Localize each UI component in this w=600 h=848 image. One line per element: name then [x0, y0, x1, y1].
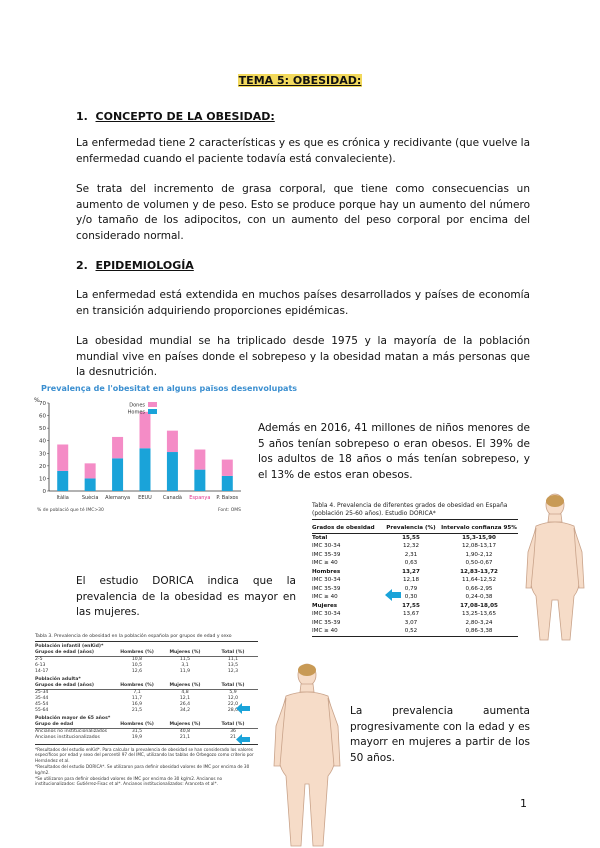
y-tick-label: 60 — [39, 413, 46, 420]
arrow-shape — [236, 703, 250, 714]
table3-header-cell: Mujeres (%) — [169, 650, 201, 655]
table3-cell: 7,1 — [133, 690, 141, 695]
table4-cell: Mujeres — [312, 602, 338, 609]
chart-canvas — [33, 381, 246, 515]
table3-header-cell: Mujeres (%) — [169, 722, 201, 727]
table4-header-cell: Prevalencia (%) — [386, 525, 436, 531]
table4-row — [312, 610, 518, 619]
y-tick-label: 20 — [39, 463, 46, 470]
table3-body — [35, 644, 258, 741]
table3-header-cell: Grupos de edad (años) — [35, 650, 94, 655]
table3-header-cell: Total (%) — [221, 650, 245, 655]
table4-cell: 13,25-13,65 — [461, 611, 497, 617]
table4-caption: Tabla 4. Prevalencia de diferentes grados de obesidad en España (población 25-60 años). Estudio DORICA* — [312, 502, 518, 520]
woman-figure-right — [522, 490, 588, 654]
paragraph-definicion: Se trata del incremento de grasa corporal, que tiene como consecuencias un aumento de volumen y de peso. Esto se produce porque hay un aumento del número y/o tamaño de los adipocitos, con un aumento del peso corporal por encima del considerado normal. — [76, 183, 530, 242]
table3-cell: 5,9 — [229, 690, 237, 695]
table3-footnote: *Se utilizaron para definir obesidad valores de IMC por encima de 30 kg/m2. Ancianos no institucionalizados: Gutiérrez-Fisac et al*. Ancianos institucionalizados: Aranceta et al*. — [35, 776, 223, 787]
table3-header-cell: Hombres (%) — [120, 683, 154, 688]
bar-homes — [85, 478, 96, 491]
table3-header-cell: Total (%) — [221, 683, 245, 688]
table4-cell: IMC 30-34 — [312, 611, 341, 617]
table3-cell: 31,5 — [131, 729, 143, 734]
bar-dones — [112, 437, 123, 458]
table3-cell: 36 — [230, 729, 236, 734]
y-tick-label: 30 — [39, 451, 46, 458]
bar-dones — [222, 460, 233, 476]
table3-cell: 16,9 — [131, 702, 143, 707]
table3-header-cell: Hombres (%) — [120, 722, 154, 727]
table3-cell: 10,5 — [131, 663, 143, 668]
note-edad: La prevalencia aumenta progresivamente con la edad y es mayorr en mujeres a partir de los 50 años. — [350, 705, 530, 764]
arrow-shape — [236, 734, 250, 745]
table4-cell: IMC ≥ 40 — [312, 628, 338, 634]
bar-homes — [194, 470, 205, 491]
table4-header-cell: Intervalo confianza 95% — [441, 525, 517, 531]
table4-cell: IMC ≥ 40 — [312, 560, 338, 566]
table3-cell: 11,5 — [179, 657, 191, 662]
chart-footnote-left: % de població que té IMC>30 — [37, 508, 104, 513]
legend-label-homes: Homes — [127, 409, 145, 416]
bar-dones — [167, 431, 178, 452]
chart-footnote-right: Font: OMS — [217, 508, 241, 513]
table3-cell: 12,6 — [131, 669, 143, 674]
table4-row — [312, 619, 518, 628]
table4-cell: IMC 35-39 — [312, 585, 341, 592]
table3-cell: 14-17 — [35, 669, 49, 674]
bar-homes — [57, 471, 68, 491]
table4-row — [312, 551, 518, 560]
table3-cell: 11,9 — [179, 669, 191, 674]
table3-cell: 2-5 — [35, 657, 43, 662]
table3-header-cell: Total (%) — [221, 722, 245, 727]
table4-cell: 17,08-18,05 — [460, 602, 498, 609]
table3-cell: 4,8 — [181, 690, 189, 695]
table4-row — [312, 602, 518, 611]
paragraph-caracteristicas: La enfermedad tiene 2 características y es que es crónica y recidivante (que vuelve la enfermedad cuando el paciente todavía está convaleciente). — [76, 137, 530, 165]
table4-row — [312, 534, 518, 543]
table3-section-title: Población adulta* — [35, 677, 81, 682]
table4-cell: 15,3-15,90 — [462, 534, 496, 541]
x-tick-label: EEUU — [138, 495, 152, 501]
table3-header-cell: Mujeres (%) — [169, 683, 201, 688]
table4-cell: 0,86-3,38 — [465, 628, 493, 634]
table3-footnotes — [35, 744, 258, 787]
table4-cell: Total — [312, 534, 328, 541]
table3-row — [35, 735, 258, 741]
bar-homes — [222, 476, 233, 491]
table3-cell: 11,7 — [131, 696, 143, 701]
table4-cell: 12,18 — [402, 577, 419, 583]
arrow-mayores-icon — [236, 734, 250, 745]
table4-cell: 12,08-13,17 — [461, 543, 497, 549]
table4-cell: 0,79 — [404, 585, 418, 592]
paragraph-extension: La enfermedad está extendida en muchos países desarrollados y países de economía en transición adquiriendo proporciones epidémicas. — [76, 289, 530, 317]
page-title: TEMA 5: OBESIDAD: — [238, 74, 362, 87]
arrow-shape — [385, 589, 401, 601]
table4-bottom-rule — [312, 636, 518, 637]
table4-cell: 0,30 — [404, 594, 418, 600]
legend-label-dones: Dones — [129, 402, 145, 409]
table3-section-title: Población mayor de 65 años* — [35, 716, 111, 721]
table3-section-title: Población infantil (enKid)* — [35, 644, 104, 649]
bar-homes — [167, 452, 178, 491]
table3-cell: 21 — [230, 735, 236, 740]
table-prevalence-age-sex — [35, 634, 258, 787]
note-dorica: El estudio DORICA indica que la prevalencia de la obesidad es mayor en las mujeres. — [76, 575, 296, 618]
y-tick-label: 70 — [39, 401, 46, 407]
table3-cell: 21,1 — [179, 735, 191, 740]
table4-cell: IMC 30-34 — [312, 577, 341, 583]
table3-footnote: *Resultados del estudio enKid*. Para calcular la prevalencia de obesidad se han considerado los valores específicos por edad y sexo del percentil 97 del IMC, utilizando las tablas de Orbegozo como criterio por Hernández et al. — [35, 747, 254, 763]
chart-title: Prevalença de l'obesitat en alguns països desenvolupats — [41, 384, 298, 393]
table4-cell: Hombres — [312, 568, 341, 575]
table3-cell: 25-34 — [35, 690, 49, 695]
table4-cell: 2,31 — [404, 551, 418, 558]
table4-row — [312, 542, 518, 551]
section-heading-epidemiologia: 2. EPIDEMIOLOGÍA — [76, 259, 194, 272]
table3-cell: 45-54 — [35, 702, 49, 707]
table3-cell: 26,4 — [179, 702, 191, 707]
bar-dones — [57, 444, 68, 470]
table3-cell: 19,9 — [131, 735, 143, 740]
y-tick-label: 10 — [39, 476, 46, 483]
paragraph-mundial: La obesidad mundial se ha triplicado desde 1975 y la mayoría de la población mundial vive en países donde el sobrepeso y la obesidad matan a más personas que la desnutrición. — [76, 335, 530, 378]
table4-cell: 12,32 — [402, 543, 419, 549]
y-axis-label: % — [34, 397, 40, 404]
table4-header-cell: Grados de obesidad — [312, 525, 375, 531]
table4-row — [312, 585, 518, 594]
table3-cell: 55-64 — [35, 708, 49, 713]
table3-row — [35, 708, 258, 714]
table3-header-row — [35, 683, 258, 690]
table4-row — [312, 627, 518, 636]
table3-cell: 40,8 — [179, 729, 191, 734]
table4-cell: 2,80-3,24 — [465, 619, 493, 626]
table3-cell: Ancianos no institucionalizados — [35, 729, 108, 734]
table3-cell: 35-44 — [35, 696, 49, 701]
table3-footnote: *Resultados del estudio DORICA*. Se utilizaron para definir obesidad valores de IMC por encima de 30 kg/m2. — [35, 764, 250, 775]
bar-homes — [140, 448, 151, 491]
table4-cell: IMC 35-39 — [312, 551, 341, 558]
table4-row — [312, 593, 518, 602]
legend-swatch-homes — [148, 409, 157, 414]
x-tick-label: P. Baixos — [216, 495, 239, 501]
table3-cell: 13,5 — [227, 663, 239, 668]
y-tick-label: 40 — [39, 438, 46, 445]
x-tick-label: Suècia — [81, 495, 99, 501]
table4-cell: 13,67 — [402, 611, 419, 617]
table-dorica-prevalence — [312, 502, 518, 637]
table3-cell: 10,8 — [131, 657, 143, 662]
bar-dones — [85, 463, 96, 478]
x-tick-label: Espanya — [189, 495, 211, 501]
table3-cell: 6-13 — [35, 663, 46, 668]
table3-cell: 12,1 — [179, 696, 191, 701]
y-tick-label: 50 — [39, 426, 46, 433]
table4-cell: 13,27 — [402, 568, 420, 575]
table4-row — [312, 568, 518, 577]
table3-cell: 22,0 — [227, 702, 239, 707]
table4-cell: 0,52 — [404, 628, 418, 634]
table4-cell: 0,50-0,67 — [465, 560, 493, 566]
page-number: 1 — [520, 797, 527, 810]
legend-swatch-dones — [148, 402, 157, 407]
table4-cell: 0,66-2,95 — [465, 585, 493, 592]
table3-cell: 12,3 — [227, 669, 239, 674]
table4-body — [312, 534, 518, 636]
y-tick-label: 0 — [42, 489, 46, 495]
x-tick-label: Alemanya — [105, 495, 131, 501]
table4-row — [312, 576, 518, 585]
table4-cell: 3,07 — [404, 619, 418, 626]
table4-header — [312, 524, 518, 534]
note-2016-prevalence: Además en 2016, 41 millones de niños menores de 5 años tenían sobrepeso o eran obesos. El 39% de los adultos de 18 años o más tenían sobrepeso, y el 13% de estos eran obesos. — [258, 422, 530, 481]
table3-cell: 12,0 — [227, 696, 239, 701]
table4-cell: 15,55 — [402, 534, 420, 541]
table4-cell: 1,90-2,12 — [465, 551, 493, 558]
table4-cell: IMC 30-34 — [312, 543, 341, 549]
table3-header-cell: Hombres (%) — [120, 650, 154, 655]
table3-cell: 28,0 — [227, 708, 239, 713]
table4-cell: 0,63 — [404, 560, 418, 566]
bar-dones — [194, 450, 205, 470]
table3-cell: 11,1 — [227, 657, 239, 662]
table3-header-row — [35, 722, 258, 729]
table3-header-row — [35, 650, 258, 657]
bar-homes — [112, 458, 123, 491]
bar-dones — [140, 412, 151, 448]
table4-cell: 11,64-12,52 — [461, 577, 497, 583]
section-heading-concepto: 1. CONCEPTO DE LA OBESIDAD: — [76, 110, 275, 123]
table4-cell: 0,24-0,38 — [465, 594, 493, 600]
table4-row — [312, 559, 518, 568]
table4-cell: 17,55 — [402, 602, 420, 609]
table3-header-cell: Grupos de edad (años) — [35, 683, 94, 688]
table4-cell: 12,83-13,72 — [460, 568, 498, 575]
arrow-adultos-icon — [236, 703, 250, 714]
table4-cell: IMC ≥ 40 — [312, 594, 338, 600]
x-tick-label: Canadà — [162, 495, 182, 501]
table3-cell: 34,2 — [179, 708, 191, 713]
woman-figure-center — [268, 660, 346, 848]
obesity-bar-chart — [33, 381, 298, 515]
table3-cell: 21,5 — [131, 708, 143, 713]
table3-caption: Tabla 3. Prevalencia de obesidad en la población española por grupos de edad y sexo — [35, 634, 258, 642]
x-tick-label: Itàlia — [56, 495, 69, 501]
table3-cell: Ancianos institucionalizados — [35, 735, 100, 740]
table4-cell: IMC 35-39 — [312, 619, 341, 626]
table3-header-cell: Grupo de edad — [35, 722, 74, 727]
arrow-mujeres-icon — [385, 589, 401, 601]
table3-row — [35, 669, 258, 675]
table3-cell: 3,1 — [181, 663, 189, 668]
